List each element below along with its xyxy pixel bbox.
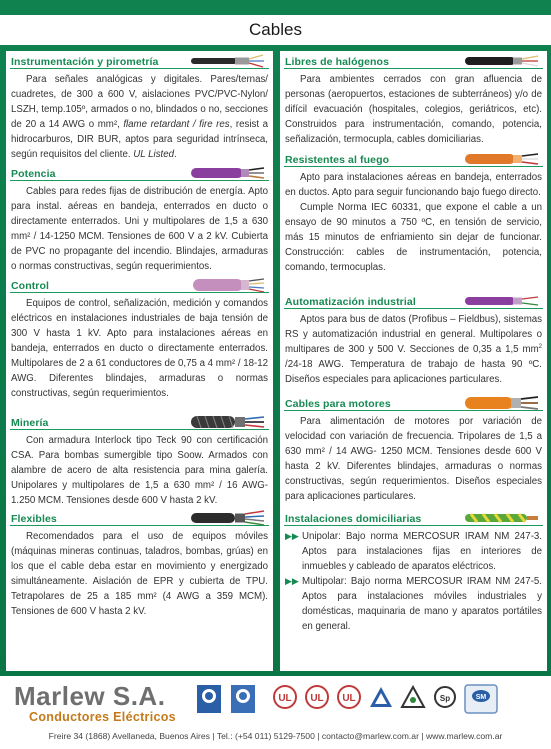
section-text: Para ambientes cerrados con gran afluencia de personas (aeropuertos, estaciones de subterráneos) y/o de difícil evacuación (hospitales, colegios, geriátricos, etc). Construidos para instrumentación, comando, potencia, señalización, termocupla, cables domiciliarias. bbox=[285, 74, 542, 145]
ul-listed-icon bbox=[272, 684, 298, 714]
section-text: Para señales analógicas y digitales. Pares/ternas/ cuadretes, de 300 a 600 V, aislaciones PVC/PVC-Nylon/ LSZH, temp.105º, armados o no, blindados o no, secciones de 20 a 14 AWG o mm², flame retardant / fire res, resist a hidrocarburos, DIR BUR, aptos para seguridad intrínseca, según requisitos del cliente. UL Listed. bbox=[11, 74, 268, 160]
left-column bbox=[6, 51, 273, 671]
section-flexibles bbox=[6, 510, 273, 619]
section-instalaciones-domiciliarias bbox=[280, 510, 547, 634]
section-header bbox=[10, 165, 269, 181]
list-item bbox=[285, 574, 542, 634]
right-column bbox=[280, 51, 547, 671]
svg-text:UL: UL bbox=[278, 693, 292, 704]
green-yellow-wire-icon bbox=[463, 508, 539, 528]
section-header bbox=[284, 510, 543, 526]
section-instrumentacion bbox=[6, 53, 273, 162]
section-header bbox=[284, 53, 543, 69]
section-title: Instalaciones domiciliarias bbox=[285, 513, 422, 525]
iram-cert-icon bbox=[230, 684, 256, 714]
section-control bbox=[6, 277, 273, 401]
cidet-icon bbox=[400, 684, 426, 714]
section-text: Aptos para bus de datos (Profibus – Fieldbus), sistemas RS y automatización industrial en general. Multipolares o multipares de 300 y 500 V. Secciones de 0,35 a 1,5 $mm^2$ /24-18 AWG. Temperatura de trabajo de hasta 90 ºC. Diseños especiales para aplicaciones particulares. bbox=[285, 314, 542, 385]
svg-text:UL: UL bbox=[310, 693, 324, 704]
csa-icon bbox=[432, 684, 458, 714]
double-chevron-right-icon: ▶▶ bbox=[285, 531, 299, 541]
iram-triangle-icon bbox=[368, 684, 394, 714]
list-item-text: Multipolar: Bajo norma MERCOSUR IRAM NM 247-5. Aptos para instalaciones móviles industriales y domésticas, maquinaria de mano y aparatos portátiles en general. bbox=[302, 576, 542, 632]
section-text: Recomendados para el uso de equipos móviles (máquinas mineras continuas, taladros, bombas, grúas) en los que el cable deba estar en movimiento y energizado simultáneamente. Aislación de EPR y cubierta de TPU. Tetrapolares de 25 a 185 mm² (4 AWG a 359 MCM). Tensiones de 600 V hasta 2 kV. bbox=[11, 531, 268, 617]
power-cable-icon bbox=[189, 163, 265, 183]
section-header bbox=[284, 151, 543, 167]
list-item bbox=[285, 529, 542, 574]
page-title-bar bbox=[0, 15, 551, 45]
armored-cable-icon bbox=[189, 412, 265, 432]
section-title: Flexibles bbox=[11, 513, 57, 525]
section-cables-para-motores bbox=[280, 395, 547, 504]
data-bus-cable-icon bbox=[463, 291, 539, 311]
section-text: Apto para instalaciones aéreas en bandeja, enterrados en ductos. Apto para seguir funcionando bajo fuego directo. bbox=[285, 172, 542, 198]
section-title: Control bbox=[11, 280, 50, 292]
halogen-free-cable-icon bbox=[463, 51, 539, 71]
flexible-cable-icon bbox=[189, 508, 265, 528]
double-chevron-right-icon: ▶▶ bbox=[285, 576, 299, 586]
iram-cert-icon bbox=[196, 684, 222, 714]
section-title: Resistentes al fuego bbox=[285, 154, 390, 166]
brand-tagline: Conductores Eléctricos bbox=[29, 710, 176, 724]
section-header bbox=[10, 510, 269, 526]
section-text: Con armadura Interlock tipo Teck 90 con certificación CSA. Para bombas sumergible tipo Soow. Armados con alambre de acero de alta resistencia para mina galería. Unipolares y multipolares de 1,5 a 630 mm² / 16 AWG-1.250 MCM. Tensiones desde 600 V hasta 2 kV. bbox=[11, 435, 268, 506]
page-title: Cables bbox=[249, 20, 302, 39]
section-header bbox=[10, 277, 269, 293]
ul-listed-icon bbox=[336, 684, 362, 714]
section-text: Para alimentación de motores por variación de velocidad con variación de frecuencia. Tripolares de 1,5 a 630 mm² / 14 AWG- 1250 MCM. Tensiones desde 600 V hasta 2 kV. Diferentes blindajes, armaduras o normas constructivas, según requerimientos. Diseños especiales para aplicaciones particulares. bbox=[285, 416, 542, 502]
section-automatizacion-industrial bbox=[280, 293, 547, 387]
section-title: Potencia bbox=[11, 168, 56, 180]
motor-cable-icon bbox=[463, 393, 539, 413]
section-text: Cables para redes fijas de distribución de energía. Apto para instal. aéreas en bandeja, enterrados en ducto o directamente enterrados. Uni y multipolares de 1,5 a 630 mm² / 14-1250 MCM. Tensiones de 600 V a 2 kV. Cubierta de PVC no propagante del incendio. Blindajes, armaduras o normas constructivas, según requerimientos. bbox=[11, 186, 268, 272]
section-title: Minería bbox=[11, 417, 49, 429]
list-item-text: Unipolar: Bajo norma MERCOSUR IRAM NM 247-3. Aptos para instalaciones fijas en interiores de inmuebles y cableado de aparatos eléctricos. bbox=[302, 531, 542, 572]
section-title: Cables para motores bbox=[285, 398, 391, 410]
section-header bbox=[284, 293, 543, 309]
svg-text:SM: SM bbox=[475, 694, 487, 701]
brand-logo: Marlew S.A. bbox=[14, 681, 166, 711]
section-libres-de-halogenos bbox=[280, 53, 547, 147]
section-resistentes-al-fuego bbox=[280, 151, 547, 275]
certification-logos bbox=[196, 684, 541, 718]
ul-ar-icon bbox=[304, 684, 330, 714]
control-cable-icon bbox=[189, 275, 265, 295]
section-title: Automatización industrial bbox=[285, 296, 416, 308]
shielded-multicore-cable-icon bbox=[189, 51, 265, 71]
section-mineria bbox=[6, 414, 273, 508]
section-header bbox=[10, 53, 269, 69]
section-title: Libres de halógenos bbox=[285, 56, 390, 68]
section-header bbox=[10, 414, 269, 430]
footer bbox=[0, 676, 551, 749]
section-text: Cumple Norma IEC 60331, que expone el cable a un ensayo de 90 minutos a 750 ºC, en tensión de servicio, más 15 minutos de enfriamiento sin dejar de funcionar. Construcción: cables de instrumentación, potencia, comando, termocuplas. bbox=[285, 202, 542, 273]
section-title: Instrumentación y pirometría bbox=[11, 56, 159, 68]
svg-text:UL: UL bbox=[342, 693, 356, 704]
fire-resistant-cable-icon bbox=[463, 149, 539, 169]
footer-address: Freire 34 (1868) Avellaneda, Buenos Aires | Tel.: (+54 011) 5129-7500 | contacto@marlew.com.ar | www.marlew.com.ar bbox=[48, 731, 503, 741]
svg-text:Sp: Sp bbox=[439, 694, 451, 703]
sm-cert-icon bbox=[464, 684, 498, 714]
section-text: Equipos de control, señalización, medición y comandos eléctricos en instalaciones industriales de baja tensión de 300 V hasta 1 kV. Apto para instalaciones aéreas en bandeja, enterrados en ducto o directamente enterrados. Multipolares de 2 a 61 conductores de 0,75 a 4 mm² / 18-12 AWG. Diferentes blindajes, armaduras o normas constructivas, según requerimientos. bbox=[11, 298, 268, 399]
section-potencia bbox=[6, 165, 273, 274]
section-header bbox=[284, 395, 543, 411]
